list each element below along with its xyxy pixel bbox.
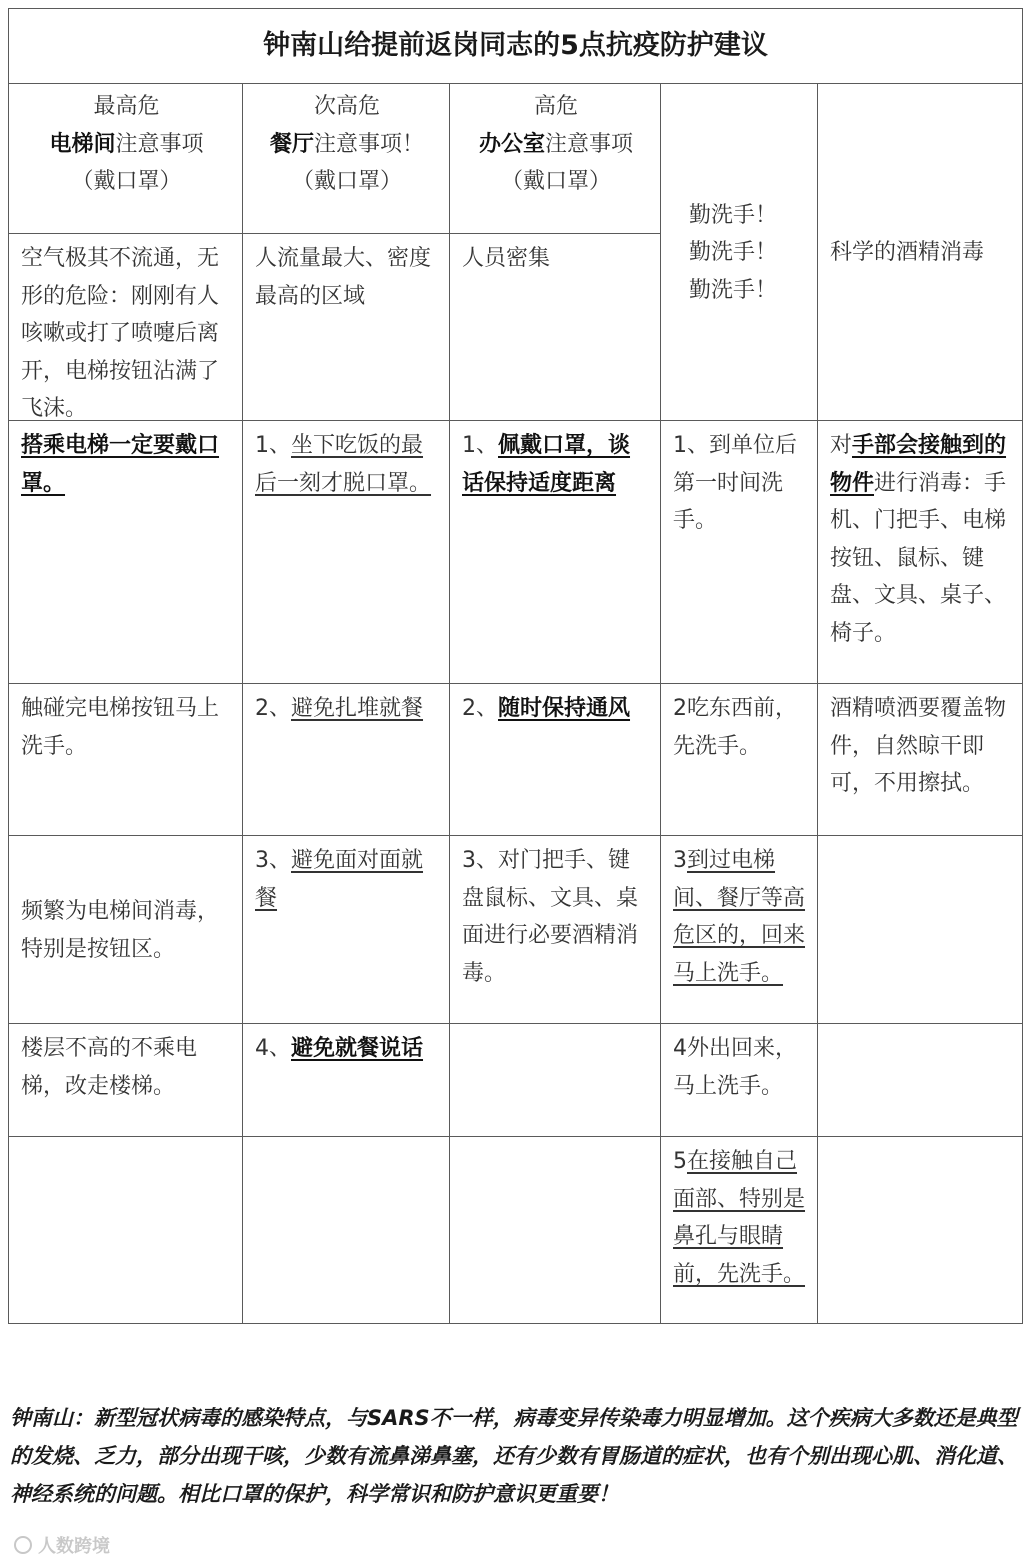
r3-alcohol-empty bbox=[818, 836, 1023, 1024]
header-canteen bbox=[243, 84, 450, 234]
r4-canteen bbox=[243, 1024, 450, 1137]
place-suffix: 注意事项！ bbox=[314, 131, 425, 157]
item-number: 1、 bbox=[462, 433, 498, 458]
r4-wash: 4外出回来，马上洗手。 bbox=[661, 1024, 818, 1137]
r4-elevator: 楼层不高的不乘电梯，改走楼梯。 bbox=[9, 1024, 243, 1137]
item-number: 3、 bbox=[255, 848, 291, 873]
risk-level: 高危 bbox=[533, 94, 578, 119]
r3-wash-text: 到过电梯间、餐厅等高危区的，回来马上洗手。 bbox=[673, 848, 806, 986]
r1-elevator bbox=[9, 421, 243, 684]
r2-wash: 2吃东西前，先洗手。 bbox=[661, 684, 818, 836]
mask-note: （戴口罩） bbox=[500, 169, 611, 194]
r2-elevator: 触碰完电梯按钮马上洗手。 bbox=[9, 684, 243, 836]
advice-table bbox=[8, 8, 1023, 1324]
r3-elevator bbox=[9, 836, 243, 1024]
desc-canteen: 人流量最大、密度最高的区域 bbox=[243, 234, 450, 421]
r3-canteen bbox=[243, 836, 450, 1024]
r2-alcohol: 酒精喷洒要覆盖物件，自然晾干即可，不用擦拭。 bbox=[818, 684, 1023, 836]
wash-line: 勤洗手！ bbox=[689, 202, 778, 228]
r1-wash: 1、到单位后第一时间洗手。 bbox=[661, 421, 818, 684]
header-place-line bbox=[462, 126, 650, 164]
r5-wash bbox=[661, 1137, 818, 1324]
r4-alcohol-empty bbox=[818, 1024, 1023, 1137]
place-name: 办公室 bbox=[478, 131, 545, 157]
r5-canteen-empty bbox=[243, 1137, 450, 1324]
risk-level: 最高危 bbox=[93, 94, 160, 119]
header-place-line bbox=[21, 126, 232, 164]
header-office bbox=[450, 84, 661, 234]
item-number: 3 bbox=[673, 848, 687, 873]
page-title: 钟南山给提前返岗同志的5点抗疫防护建议 bbox=[9, 9, 1023, 84]
r1-alcohol bbox=[818, 421, 1023, 684]
watermark-logo-icon bbox=[14, 1536, 32, 1554]
risk-level: 次高危 bbox=[313, 94, 380, 119]
header-alcohol bbox=[818, 84, 1023, 421]
item-number: 2、 bbox=[255, 696, 291, 721]
alcohol-header-text: 科学的酒精消毒 bbox=[830, 240, 985, 266]
r5-office-empty bbox=[450, 1137, 661, 1324]
r3-wash bbox=[661, 836, 818, 1024]
wash-line: 勤洗手！ bbox=[689, 277, 778, 303]
place-name: 餐厅 bbox=[269, 131, 314, 157]
r1-office-text: 佩戴口罩，谈话保持适度距离 bbox=[462, 433, 631, 496]
desc-office: 人员密集 bbox=[450, 234, 661, 421]
wash-line: 勤洗手！ bbox=[689, 240, 778, 266]
watermark bbox=[14, 1532, 110, 1558]
r5-alcohol-empty bbox=[818, 1137, 1023, 1324]
r1-office bbox=[450, 421, 661, 684]
r2-canteen-text: 避免扎堆就餐 bbox=[291, 696, 424, 721]
r5-elevator-empty bbox=[9, 1137, 243, 1324]
item-number: 5 bbox=[673, 1149, 687, 1174]
r1-alcohol-bold: 手部会接触到的物件 bbox=[830, 433, 1007, 496]
header-wash-hands bbox=[661, 84, 818, 421]
r2-office bbox=[450, 684, 661, 836]
place-suffix: 注意事项 bbox=[545, 131, 634, 157]
header-place-line bbox=[255, 126, 439, 164]
r2-office-text: 随时保持通风 bbox=[498, 696, 631, 721]
item-number: 1、 bbox=[255, 433, 291, 458]
item-number: 4、 bbox=[255, 1036, 291, 1061]
r3-office: 3、对门把手、键盘鼠标、文具、桌面进行必要酒精消毒。 bbox=[450, 836, 661, 1024]
desc-elevator: 空气极其不流通，无形的危险：刚刚有人咳嗽或打了喷嚏后离开，电梯按钮沾满了飞沫。 bbox=[9, 234, 243, 421]
r4-canteen-text: 避免就餐说话 bbox=[291, 1036, 424, 1061]
header-elevator bbox=[9, 84, 243, 234]
r1-canteen bbox=[243, 421, 450, 684]
mask-note: （戴口罩） bbox=[291, 169, 402, 194]
watermark-text: 人数跨境 bbox=[38, 1536, 110, 1557]
place-suffix: 注意事项 bbox=[115, 131, 204, 157]
r3-elevator-text: 频繁为电梯间消毒，特别是按钮区。 bbox=[21, 899, 220, 962]
item-number: 2、 bbox=[462, 696, 498, 721]
r1-elevator-text: 搭乘电梯一定要戴口罩。 bbox=[21, 433, 220, 496]
r2-canteen bbox=[243, 684, 450, 836]
r4-office-empty bbox=[450, 1024, 661, 1137]
r3-canteen-text: 避免面对面就餐 bbox=[255, 848, 424, 911]
r1-canteen-text: 坐下吃饭的最后一刻才脱口罩。 bbox=[255, 433, 432, 496]
r1-alcohol-pre: 对 bbox=[830, 433, 853, 458]
r5-wash-text: 在接触自己面部、特别是鼻孔与眼睛前，先洗手。 bbox=[673, 1149, 806, 1287]
r1-alcohol-post: 进行消毒：手机、门把手、电梯按钮、鼠标、键盘、文具、桌子、椅子。 bbox=[830, 470, 1007, 646]
quote-paragraph: 钟南山：新型冠状病毒的感染特点，与SARS不一样，病毒变异传染毒力明显增加。这个疾病大多数还是典型的发烧、乏力，部分出现干咳，少数有流鼻涕鼻塞，还有少数有胃肠道的症状，也有个别出现心肌、消化道、神经系统的问题。相比口罩的保护，科学常识和防护意识更重要！ bbox=[10, 1406, 1018, 1506]
place-name: 电梯间 bbox=[49, 131, 116, 157]
mask-note: （戴口罩） bbox=[71, 169, 182, 194]
